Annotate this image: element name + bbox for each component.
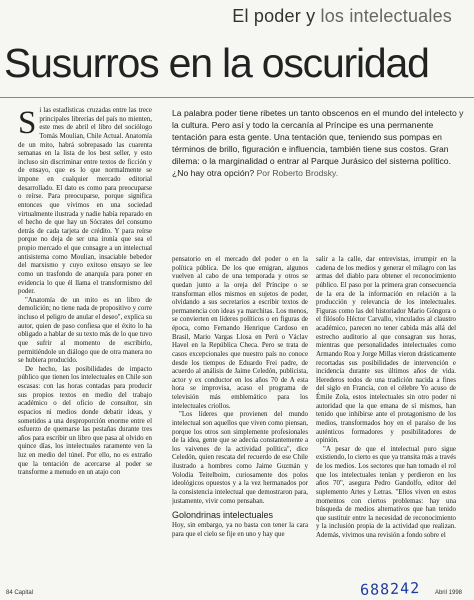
column-3-paragraph-1: salir a la calle, dar entrevistas, irrumpir en la cadena de los medios y generar el milagro con las armas del diablo para obtener el reconocimiento público. El paso por la primera gran consecuencia de la era de la información en relación a la producción y relevancia de los intelectuales. Figuras como las del historiador Mario Góngora o el filósofo Héctor Carvallo, vinculados al claustro académico, parecen no tener cabida más allá del estrecho auditorio al que consagran sus horas, mientras que personalidades intelectuales como Armando Roa y Jorge Millas vieron drásticamente recortadas sus posibilidades de intervención e incidencia durante sus últimos años de vida. Herederos todos de una tradición nacida a fines del siglo en Francia, con el célebre Yo acuso de Émile Zola, estos intelectuales sin otro poder ni autoridad que la que emana de sí mismos, han tenido que inhibirse ante el protagonismo de los medios, transformados hoy en el paraíso de los auténticos formadores y posibilitadores de opinión. [316,256,456,445]
deck-text: La palabra poder tiene ribetes un tanto obscenos en el mundo del intelecto y la cultura. Pero así y todo la cercanía al Príncipe es una permanente tentación para esta gente. Una tentación que, teniendo sus pompas en términos de brillo, figuración e influencia, también tiene sus costos. Gran dilema: o la marginalidad o entrar al Parque Jurásico del sistema político. ¿No hay otra opción? [172,108,464,178]
section-kicker [232,6,452,27]
page-footer-date: Abril 1998 [434,590,462,596]
headline-divider [0,97,474,98]
article-headline: Susurros en la oscuridad [4,40,429,86]
column-2-paragraph-2: "Los líderes que provienen del mundo intelectual son aquellos que viven como piensan, porque los otros son simplemente profesionales de la idea, gente que se adecúa constantemente a los vaivenes de la actividad política", dice Celedón, quien rescata del recuerdo de ese Chile ilustrado a hombres como Jaime Guzmán y Volodia Teitelboim, curiosamente dos polos ideológicos opuestos y a la vez hermanados por la consistencia intelectual que demostraron para, justamente, vivir como pensaban. [172,411,308,505]
drop-cap: S [18,107,37,141]
column-1-paragraph-3: De hecho, las posibilidades de impacto público que tienen los intelectuales en Chile son escasas: con las horas contadas para producir sus propios textos en medio del trabajo académico o del oficio de consultor, sin espacios ni medios donde debatir ideas, y sometidos a una desproporción enorme entre el esfuerzo de quemarse las pestañas durante tres años para escribir un libro que pasa al olvido en quince días, los intelectuales raramente ven la luz en medio del túnel. Por ello, no es extraño que la tentación de acercarse al poder se transforme a menudo en un atajo con [18,365,152,477]
column-1-paragraph-1: Si las estadísticas cruzadas entre las trece principales librerías del país no mienten, este mes de abril el libro del sociólogo Tomás Moulian, Chile Actual. Anatomía de un mito, habrá sobrepasado las cuarenta semanas en la lista de los best seller, y esto incluso sin discriminar entre textos de ficción y de ensayo, que es lo que normalmente se impone en cualquier mercado editorial desarrollado. El dato es como para preocuparse o reírse. Para preocuparse, porque significa entonces que vivimos en una sociedad virtualmente ilustrada y nadie había reparado en el hecho de que hay un Sócrates del consumo detrás de cada tarjeta de crédito. Y para reírse porque no deja de ser una ironía que sea el propio mercado el que consagre a un intelectual antisistema como Moulian, insaciable bebedor del marxismo y cuyo exitoso ensayo se lee como un trasfondo de anarquía para poner en evidencia lo que él llama el transformismo del poder. [18,107,152,296]
archive-stamp: 688242 [359,578,421,600]
kicker-part-1: El poder y [232,6,321,26]
article-column-3 [316,256,456,568]
column-2-paragraph-1: pensatorio en el mercado del poder o en la política pública. De los que emigran, algunos vuelven al cabo de una temporada y otros se quedan junto a la oreja del Príncipe o se transforman ellos mismos en sujetos de poder, olvidando a sus secretarios a escribir textos de permanencia con ideas ya marchitas. Los menos, se convierten en líderes políticos o en figuras de época, como Fernando Henrique Cardoso en Brasil, Mario Vargas Llosa en Perú o Václav Havel en la República Checa. Pero se trata de casos excepcionales que nuestro país no conoce desde los tiempos de Eduardo Frei padre, de acuerdo al análisis de Jaime Celedón, publicista, actor y ex conductor en los años 70 de A esta hora se improvisa, acaso el programa de televisión más emblemático para los intelectuales criollos. [172,256,308,410]
article-column-2 [172,256,308,568]
byline: Por Roberto Brodsky. [256,168,339,178]
column-1-paragraph-2: "Anatomía de un mito es un libro de demolición; no tiene nada de propositivo y corre incluso el peligro de anular el deseo", explica su autor, quien de paso confiesa que el éxito lo ha obligado a hablar de su texto más de lo que tuvo que sufrir al momento de escribirlo, permitiéndole un diálogo que de otra manera no se hubiera producido. [18,296,152,365]
section-subhead: Golondrinas intelectuales [172,510,274,521]
column-3-paragraph-2: "A pesar de que el intelectual puro sigue existiendo, lo cierto es que ya transita más a través de los medios. Los sectores que han tomado el rol que los intelectuales tenían y perdieron en los años 70", asegura Pedro Gandolfo, editor del suplemento Artes y Letras. "Ellos viven en estos momentos con ciertos problemas: hay una búsqueda de medios alternativos que han tenido que sustituir entre la necesidad de reconocimiento y la inclusión propia de la actividad que realizan. Además, vivimos una revisión a fondo sobre el [316,445,456,539]
kicker-part-2: los intelectuales [320,6,452,26]
article-column-1 [18,107,152,569]
column-2-paragraph-3: Hoy, sin embargo, ya no basta con tener la cara para que el cielo se fije en uno y hay que [172,522,308,538]
page-footer-publication: 84 Capital [6,590,34,596]
article-deck [172,107,464,179]
